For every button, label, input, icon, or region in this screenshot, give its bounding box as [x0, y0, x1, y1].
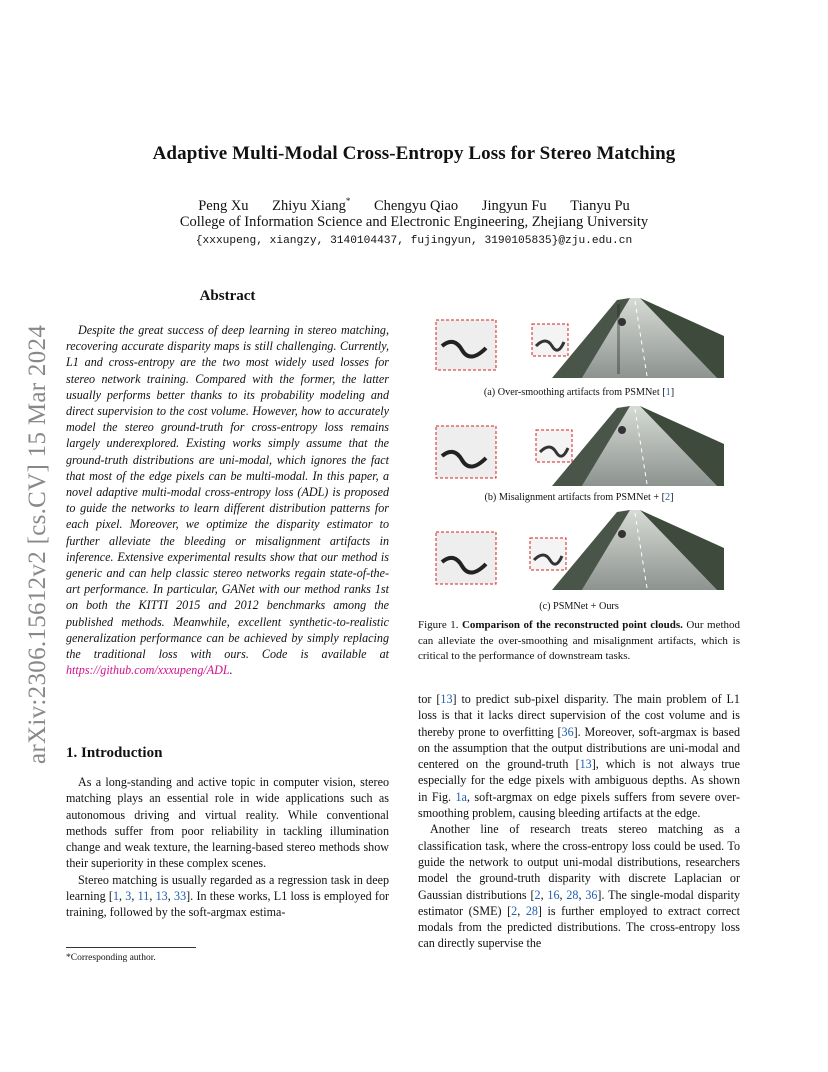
author-list [0, 196, 828, 215]
citation-link[interactable]: 1 [665, 387, 671, 398]
paragraph: Another line of research treats stereo matching as a classification task, where the cross-entropy loss could be used. To guide the network to output uni-modal distributions, researchers model the ground-truth disparity with discrete Laplacian or Gaussian distributions [2, 16, 28, 36]. The single-modal disparity estimator (SME) [2, 28] is further employed to extract correct modals from the predicted distributions. The cross-entropy loss can directly supervise the [418, 822, 741, 951]
citation-link[interactable]: 3 [125, 889, 132, 904]
citation-link[interactable]: 36 [585, 887, 598, 902]
subfigure-caption-a: (a) Over-smoothing artifacts from PSMNet [1] [483, 387, 675, 398]
citation-link[interactable]: 16 [547, 887, 560, 902]
citation-link[interactable]: 2 [534, 887, 541, 902]
affiliation: College of Information Science and Electronic Engineering, Zhejiang University [179, 214, 649, 230]
paragraph: tor [13] to predict sub-pixel disparity. The main problem of L1 loss is that it lacks direct supervision of the cost volume and is thereby prone to overfitting [36]. Moreover, soft-argmax is based on the assumption that the output distributions are uni-modal and centered on the ground-truth [13], which is not always true especially for the edge pixels with ambiguous depths. As shown in Fig. 1a, soft-argmax on edge pixels suffers from severe over-smoothing problem, causing bleeding artifacts at the edge. [418, 692, 740, 821]
citation-link[interactable]: 28 [525, 903, 538, 918]
figure-panel-a [432, 296, 724, 378]
figure-link[interactable]: 1a [455, 789, 467, 804]
paper-title: Adaptive Multi-Modal Cross-Entropy Loss for Stereo Matching [152, 143, 676, 164]
citation-link[interactable]: 1 [112, 889, 119, 904]
abstract-body: Despite the great success of deep learning in stereo matching, recovering accurate disparity maps is still challenging. Currently, L1 and cross-entropy are the two most widely used losses for stereo network training. Compared with the former, the latter usually performs better thanks to its probability modeling and direct supervision to the cost volume. However, how to accurately model the stereo ground-truth for cross-entropy loss remains largely underexplored. Existing works simply assume that the ground-truth distributions are uni-modal, which ignores the fact that most of the edge pixels can be multi-modal. In this paper, a novel adaptive multi-modal cross-entropy loss (ADL) is proposed to guide the networks to learn different distribution patterns for each pixel. Moreover, we optimize the disparity estimator to further alleviate the bleeding or misalignment artifacts in inference. Extensive experimental results show that our method is generic and can help classic stereo networks regain state-of-the-art performance. In particular, GANet with our method ranks 1st on both the KITTI 2015 and 2012 benchmarks among the published methods. Meanwhile, excellent synthetic-to-realistic generalization performance can be achieved by simply replacing the traditional loss with ours. Code is available at https://github.com/xxxupeng/ADL. [66, 323, 389, 678]
subfigure-caption-b: (b) Misalignment artifacts from PSMNet + [2] [484, 492, 674, 503]
intro-text [66, 774, 389, 921]
author: Jingyun Fu [481, 197, 547, 214]
paragraph: Stereo matching is usually regarded as a regression task in deep learning [1, 3, 11, 13, 33]. In these works, L1 loss is employed for training, followed by the soft-argmax estima- [66, 872, 390, 920]
paragraph: As a long-standing and active topic in computer vision, stereo matching plays an essential role in wide applications such as autonomous driving and virtual reality. While conventional methods suffer from poor reliability in tackling illumination change and weak texture, the learning-based stereo methods show their superiority in these complex scenes. [66, 775, 389, 871]
figure-panel-c [432, 508, 724, 590]
figure-panel-b [432, 404, 724, 486]
footnote-rule [66, 947, 196, 948]
figure-caption: Figure 1. Comparison of the reconstructed point clouds. Our method can alleviate the over-smoothing and misalignment artifacts, which is critical to the performance of downstream tasks. [418, 619, 741, 662]
citation-link[interactable]: 13 [155, 889, 168, 904]
subfigure-caption-c: (c) PSMNet + Ours [539, 601, 619, 612]
corresponding-mark: * [345, 196, 351, 206]
abstract-heading: Abstract [199, 288, 256, 304]
right-column-text [418, 691, 740, 952]
author: Zhiyu Xiang* [272, 196, 351, 214]
section-heading: 1. Introduction [66, 745, 163, 761]
citation-link[interactable]: 13 [579, 757, 592, 772]
citation-link[interactable]: 33 [174, 889, 187, 904]
author: Tianyu Pu [570, 197, 630, 214]
author: Peng Xu [198, 197, 249, 214]
author: Chengyu Qiao [374, 197, 459, 214]
footnote: *Corresponding author. [66, 953, 156, 963]
citation-link[interactable]: 36 [561, 724, 574, 739]
citation-link[interactable]: 11 [137, 889, 150, 904]
citation-link[interactable]: 2 [511, 903, 518, 918]
emails: {xxxupeng, xiangzy, 3140104437, fujingyun, 3190105835}@zju.edu.cn [195, 235, 633, 247]
citation-link[interactable]: 13 [440, 692, 453, 706]
arxiv-stamp: arXiv:2306.15612v2 [cs.CV] 15 Mar 2024 [24, 324, 51, 764]
citation-link[interactable]: 28 [566, 887, 579, 902]
code-link[interactable]: https://github.com/xxxupeng/ADL [66, 663, 230, 678]
citation-link[interactable]: 2 [665, 492, 671, 503]
